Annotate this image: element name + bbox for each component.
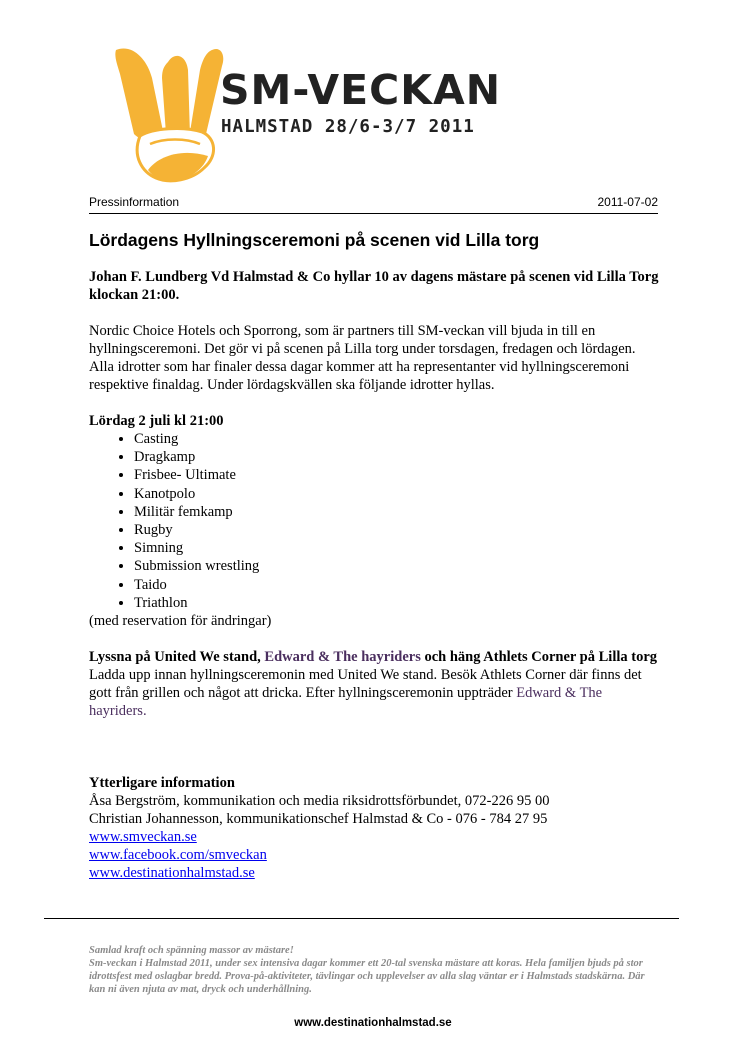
section-heading-part3: och häng Athlets Corner på Lilla torg xyxy=(420,649,658,666)
link-smveckan[interactable]: www.smveckan.se xyxy=(89,829,197,846)
header-date: 2011-07-02 xyxy=(597,195,658,209)
link-facebook[interactable]: www.facebook.com/smveckan xyxy=(89,847,267,864)
contact-heading: Ytterligare information xyxy=(89,775,235,792)
list-item: • Submission wrestling xyxy=(134,557,659,575)
logo-subtitle: HALMSTAD 28/6-3/7 2011 xyxy=(221,117,475,137)
lead-paragraph: Johan F. Lundberg Vd Halmstad & Co hyllar 10 av dagens mästare på scenen vid Lilla Torg klockan 21:00. xyxy=(89,269,659,303)
header-label: Pressinformation xyxy=(89,195,180,209)
contact-line-1: Åsa Bergström, kommunikation och media riksidrottsförbundet, 072-226 95 00 xyxy=(89,793,550,810)
list-item: • Kanotpolo xyxy=(134,485,659,503)
intro-paragraph: Nordic Choice Hotels och Sporrong, som är partners till SM-veckan vill bjuda in till en hyllningsceremoni. Det gör vi på scenen på Lilla torg under torsdagen, fredagen och lördagen. Alla idrotter som har finaler dessa dagar kommer att ha representanter vid hyllningsceremoni respektive finaldag. Under lördagskvällen ska följande idrotter hyllas. xyxy=(89,323,636,393)
contact-block xyxy=(89,774,659,882)
list-item: • Dragkamp xyxy=(134,448,659,466)
link-destinationhalmstad[interactable]: www.destinationhalmstad.se xyxy=(89,865,255,882)
section-heading-band: Edward & The hayriders xyxy=(264,649,421,666)
list-item: • Simning xyxy=(134,539,659,557)
list-item: • Frisbee- Ultimate xyxy=(134,466,659,484)
press-release-body xyxy=(89,228,659,882)
hand-icon xyxy=(115,48,223,182)
header-divider xyxy=(89,213,658,214)
footer-text: Sm-veckan i Halmstad 2011, under sex intensiva dagar kommer ett 20-tal svenska mästare att koras. Hela familjen bjuds på stor idrottsfest med oslagbar bredd. Prova-på-aktiviteter, tävlingar och upplevelser av alla slag väntar er i Halmstads stadskärna. Där kan ni även njuta av mat, dryck och underhållning. xyxy=(89,958,645,995)
sports-list xyxy=(89,430,659,612)
section-paragraph xyxy=(89,666,659,720)
contact-line-2: Christian Johannesson, kommunikationschef Halmstad & Co - 076 - 784 27 95 xyxy=(89,811,548,828)
list-item: • Militär femkamp xyxy=(134,503,659,521)
list-item: • Rugby xyxy=(134,521,659,539)
footer-divider xyxy=(44,918,679,919)
list-item: • Taido xyxy=(134,576,659,594)
logo-title: SM-VECKAN xyxy=(220,66,502,114)
list-item: • Casting xyxy=(134,430,659,448)
footer-url: www.destinationhalmstad.se xyxy=(294,1017,452,1029)
section-heading-part1: Lyssna på United We stand xyxy=(89,649,258,666)
section-heading-sep: , xyxy=(257,649,265,666)
section-paragraph-band: Edward & The hayriders. xyxy=(89,685,603,720)
schedule-heading: Lördag 2 juli kl 21:00 xyxy=(89,413,224,429)
page-title: Lördagens Hyllningsceremoni på scenen vid Lilla torg xyxy=(89,230,540,250)
list-item: • Triathlon xyxy=(134,594,659,612)
footer-tagline: Samlad kraft och spänning massor av mästare! xyxy=(89,945,294,956)
footer-text-block xyxy=(89,944,659,996)
section-heading xyxy=(89,648,659,666)
section-paragraph-text: Ladda upp innan hyllningsceremonin med United We stand. Besök Athlets Corner där finns det gott från grillen och något att dricka. Efter hyllningsceremonin uppträder xyxy=(89,667,642,702)
reservation-note: (med reservation för ändringar) xyxy=(89,613,272,630)
